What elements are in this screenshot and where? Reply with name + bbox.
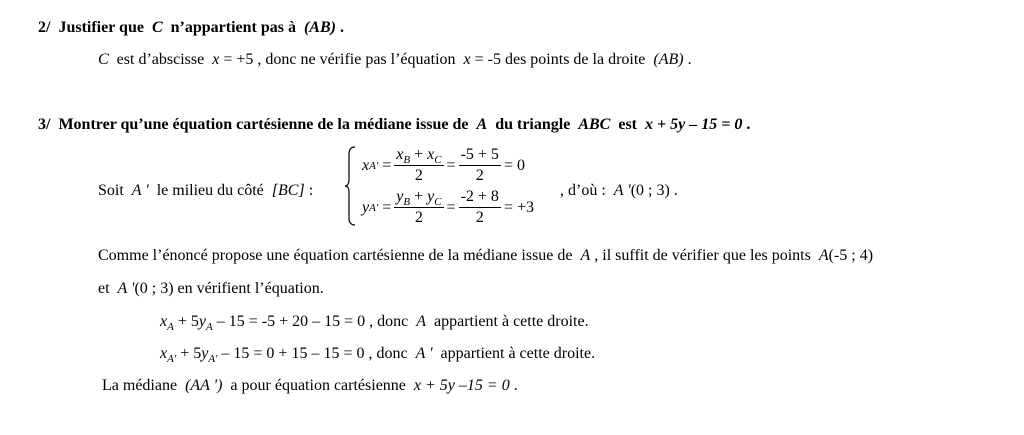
curly-brace-icon [344,146,356,226]
system-row-y: y A' = $\frac{y_B + y_C}{2}$ = $\frac{-2 + 8}{2}$ = +3 [362,188,534,226]
line-label: (AB) [303,19,336,36]
fraction: $\frac{-2 + 8}{2}$ [460,188,499,226]
equation: x + 5y –15 = 0 [413,377,510,394]
fraction: $\frac{-5 + 5}{2}$ [460,146,499,184]
system-row-x: x A' = $\frac{x_B + x_C}{2}$ = $\frac{-5 + 5}{2}$ = 0 [362,146,525,184]
point-label: C [151,19,163,36]
question-number: 2/ [38,19,51,36]
explanation-line-1: Comme l’énoncé propose une équation cartésienne de la médiane issue de A , il suffit de vérifier que les points A(-5 ; 4) [98,247,874,264]
check-point-a-prime: $x_{A'} + 5y_{A'} - 15 = 0 + 15 - 15 = 0$ , donc A ' appartient à cette droite. [160,345,596,365]
question-number: 3/ [38,116,51,133]
fraction: $\frac{x_B + x_C}{2}$ [396,146,442,184]
explanation-line-2: et A '(0 ; 3) en vérifient l’équation. [98,280,324,297]
system-conclusion: , d’où : A '(0 ; 3) . [560,182,678,199]
system-lead: Soit A ' le milieu du côté [BC] : [98,182,314,199]
check-point-a: $x_A + 5y_A - 15 = -5 + 20 - 15 = 0$ , donc A appartient à cette droite. [160,313,589,333]
question-2-title: 2/ Justifier que C n’appartient pas à (AB) . [38,19,344,36]
fraction: $\frac{y_B + y_C}{2}$ [396,188,442,226]
equation: x + 5y – 15 = 0 [645,116,743,133]
question-2-answer: C est d’abscisse x = +5 , donc ne vérifie pas l’équation x = -5 des points de la droite (AB) . [98,51,692,68]
question-3-title: 3/ Montrer qu’une équation cartésienne de la médiane issue de A du triangle ABC est x + 5y – 15 = 0 . [38,116,751,133]
midpoint-system [98,142,718,232]
conclusion: La médiane (AA ') a pour équation cartésienne x + 5y –15 = 0 . [102,377,518,394]
